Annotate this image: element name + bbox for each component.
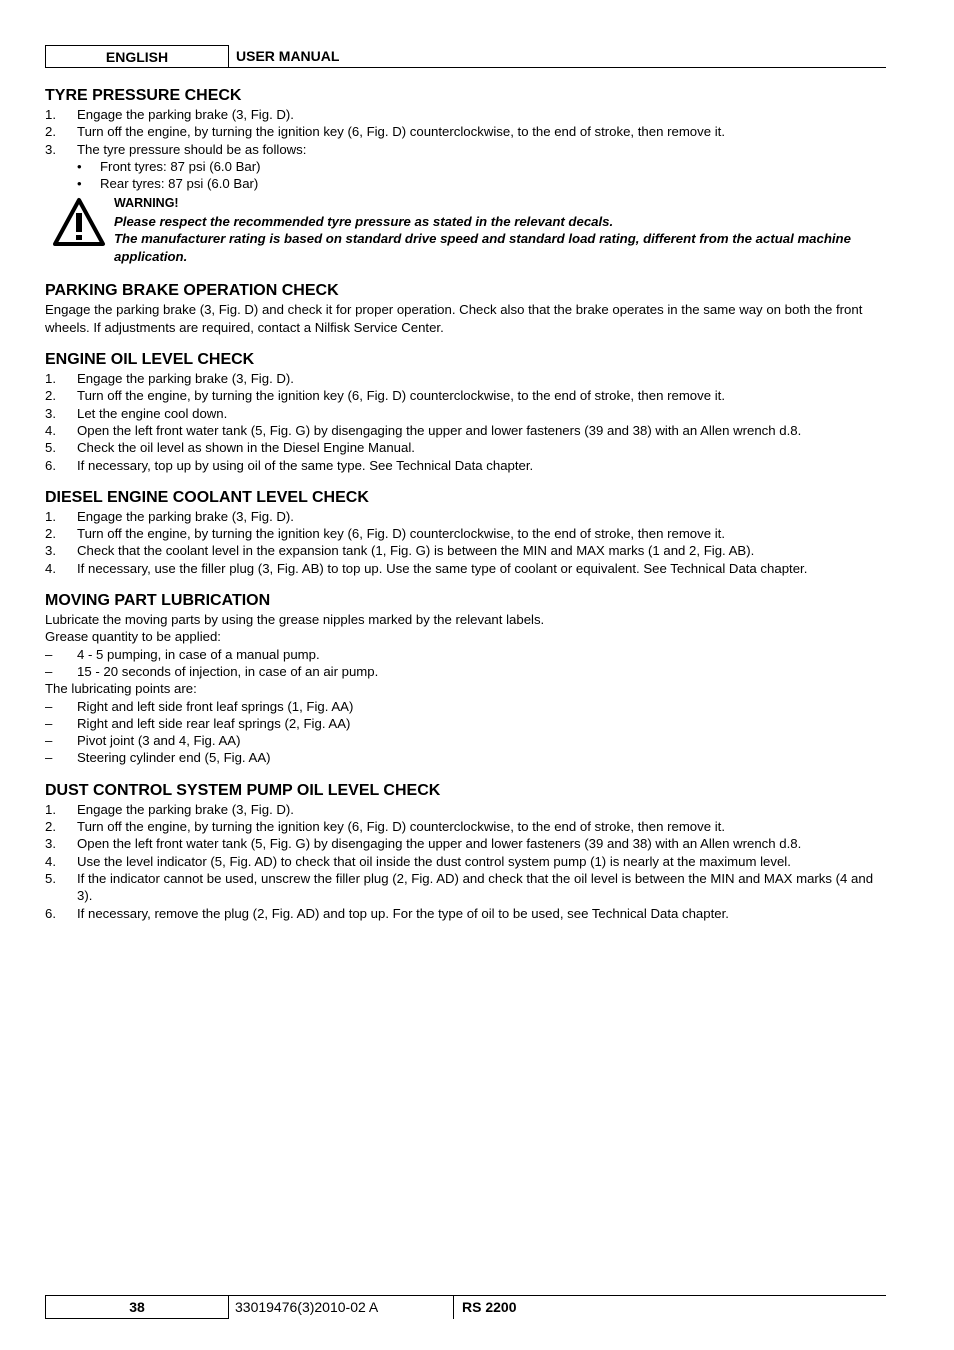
- list-item: 2. Turn off the engine, by turning the ignition key (6, Fig. D) counterclockwise, to the end of stroke, then remove it.: [45, 388, 725, 404]
- section-heading-tyre: TYRE PRESSURE CHECK: [45, 87, 242, 104]
- list-item: 5. Check the oil level as shown in the Diesel Engine Manual.: [45, 440, 415, 456]
- warning-text: Please respect the recommended tyre pressure as stated in the relevant decals.: [114, 213, 614, 229]
- paragraph: Engage the parking brake (3, Fig. D) and check it for proper operation. Check also that the brake operates in the same way on both the front wheels. If adjustments are required, contact a Nilfisk Service Center.: [45, 302, 863, 335]
- model-name: RS 2200: [453, 1296, 516, 1319]
- list-item: – Steering cylinder end (5, Fig. AA): [45, 750, 271, 766]
- list-item: – Right and left side front leaf springs (1, Fig. AA): [45, 698, 354, 714]
- warning-text: The manufacturer rating is based on standard drive speed and standard load rating, different from the actual machine application.: [114, 231, 851, 264]
- list-item: 5. If the indicator cannot be used, unscrew the filler plug (2, Fig. AD) and check that the oil level is between the MIN and MAX marks (4 and 3).: [45, 870, 874, 904]
- warning-title: WARNING!: [114, 196, 179, 211]
- page-header: [45, 45, 886, 68]
- section-heading-parking: PARKING BRAKE OPERATION CHECK: [45, 282, 339, 300]
- list-item: 4. Open the left front water tank (5, Fig. G) by disengaging the upper and lower fasteners (39 and 38) with an Allen wrench d.8.: [45, 422, 802, 438]
- paragraph: The lubricating points are:: [45, 681, 197, 697]
- section-heading-dust: DUST CONTROL SYSTEM PUMP OIL LEVEL CHECK: [45, 781, 441, 799]
- paragraph: Grease quantity to be applied:: [45, 629, 221, 645]
- list-item: 3. The tyre pressure should be as follows:: [45, 141, 307, 157]
- list-item: 1. Engage the parking brake (3, Fig. D).: [45, 508, 294, 524]
- list-item: 3. Open the left front water tank (5, Fig. G) by disengaging the upper and lower fasteners (39 and 38) with an Allen wrench d.8.: [45, 836, 802, 852]
- list-item: 4. If necessary, use the filler plug (3, Fig. AB) to top up. Use the same type of coolant or equivalent. See Technical Data chapter.: [45, 560, 808, 576]
- list-item: – Pivot joint (3 and 4, Fig. AA): [45, 733, 241, 749]
- list-item: 6. If necessary, top up by using oil of the same type. See Technical Data chapter.: [45, 457, 534, 473]
- list-item: 1. Engage the parking brake (3, Fig. D).: [45, 107, 294, 122]
- page-footer: [45, 1295, 886, 1319]
- paragraph: Lubricate the moving parts by using the grease nipples marked by the relevant labels.: [45, 612, 545, 628]
- header-title: USER MANUAL: [229, 45, 886, 68]
- list-item: 1. Engage the parking brake (3, Fig. D).: [45, 371, 294, 387]
- list-item: 3. Let the engine cool down.: [45, 405, 228, 421]
- document-code: 33019476(3)2010-02 A: [235, 1299, 379, 1315]
- warning-box: [45, 195, 886, 267]
- list-item: • Rear tyres: 87 psi (6.0 Bar): [77, 176, 259, 192]
- section-heading-lubrication: MOVING PART LUBRICATION: [45, 592, 271, 610]
- section-heading-coolant: DIESEL ENGINE COOLANT LEVEL CHECK: [45, 488, 369, 506]
- list-item: 6. If necessary, remove the plug (2, Fig. AD) and top up. For the type of oil to be used, see Technical Data chapter.: [45, 905, 729, 921]
- list-item: 2. Turn off the engine, by turning the ignition key (6, Fig. D) counterclockwise, to the end of stroke, then remove it.: [45, 124, 725, 140]
- list-item: 3. Check that the coolant level in the expansion tank (1, Fig. G) is between the MIN and MAX marks (1 and 2, Fig. AB).: [45, 543, 755, 559]
- list-item: – 4 - 5 pumping, in case of a manual pump.: [45, 646, 320, 662]
- list-item: 4. Use the level indicator (5, Fig. AD) to check that oil inside the dust control system pump (1) is nearly at the maximum level.: [45, 853, 791, 869]
- header-language: ENGLISH: [45, 45, 229, 68]
- list-item: – 15 - 20 seconds of injection, in case of an air pump.: [45, 663, 379, 679]
- page-content: [45, 86, 886, 922]
- list-item: • Front tyres: 87 psi (6.0 Bar): [77, 158, 261, 174]
- list-item: 1. Engage the parking brake (3, Fig. D).: [45, 801, 294, 817]
- list-item: 2. Turn off the engine, by turning the ignition key (6, Fig. D) counterclockwise, to the end of stroke, then remove it.: [45, 819, 725, 835]
- warning-triangle-icon: [52, 197, 106, 247]
- list-item: – Right and left side rear leaf springs (2, Fig. AA): [45, 715, 351, 731]
- section-heading-engine-oil: ENGINE OIL LEVEL CHECK: [45, 351, 255, 369]
- list-item: 2. Turn off the engine, by turning the ignition key (6, Fig. D) counterclockwise, to the end of stroke, then remove it.: [45, 526, 725, 542]
- page-number: 38: [45, 1296, 229, 1319]
